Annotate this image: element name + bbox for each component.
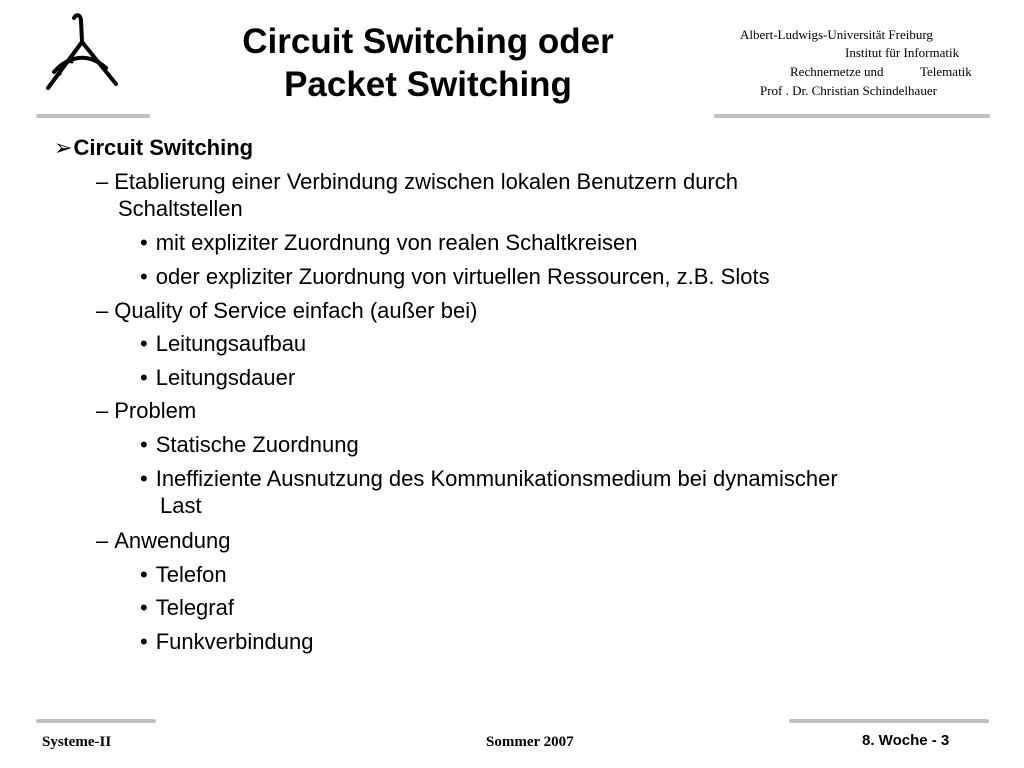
list-item-text: Statische Zuordnung [155,432,359,457]
list-item [96,168,738,195]
footer-semester: Sommer 2007 [486,734,574,750]
list-item-text: Leitungsaufbau [155,331,307,356]
list-item [140,465,838,492]
list-item [140,263,770,290]
list-item [140,431,359,458]
arrow-bullet-icon: ➢ [54,135,73,160]
footer-page-number: 8. Woche - 3 [862,732,950,749]
list-item [96,527,230,554]
dot-bullet: • [140,629,148,654]
dot-bullet: • [140,365,148,390]
institution-institute: Institut für Informatik [845,45,960,60]
section-heading [54,134,253,161]
header-rule-right [714,114,990,118]
institution-department: Rechnernetze und [790,64,884,79]
list-item-text: Quality of Service einfach (außer bei) [114,298,478,323]
list-item [140,330,306,357]
footer-course: Systeme-II [42,734,112,750]
list-item [140,594,234,621]
dot-bullet: • [140,466,148,491]
list-item-text: mit expliziter Zuordnung von realen Schaltkreisen [155,230,638,255]
list-item-text: Problem [114,398,197,423]
list-item-text: Funkverbindung [155,629,314,654]
dot-bullet: • [140,432,148,457]
slide-title [200,20,656,106]
dash-bullet: – [96,298,109,323]
dash-bullet: – [96,169,109,194]
institution-university: Albert-Ludwigs-Universität Freiburg [740,27,933,42]
list-item-text: Leitungsdauer [155,365,296,390]
list-item-text: Telefon [155,562,227,587]
dash-bullet: – [96,398,109,423]
list-item [140,229,638,256]
dot-bullet: • [140,562,148,587]
list-item-continuation: Last [160,493,202,518]
dot-bullet: • [140,595,148,620]
list-item-text: Ineffiziente Ausnutzung des Kommunikationsmedium bei dynamischer [155,466,838,491]
dot-bullet: • [140,331,148,356]
title-line-2: Packet Switching [284,65,572,104]
section-heading-text: Circuit Switching [73,135,254,160]
list-item-text: oder expliziter Zuordnung von virtuellen Ressourcen, z.B. Slots [155,264,770,289]
university-logo-icon [36,12,126,96]
list-item-text: Etablierung einer Verbindung zwischen lokalen Benutzern durch [114,169,738,194]
list-item-text: Anwendung [114,528,231,553]
header-rule-left [36,114,150,118]
dash-bullet: – [96,528,109,553]
list-item [140,628,313,655]
institution-department-2: Telematik [920,64,972,79]
list-item [140,561,227,588]
footer-rule-left [36,719,156,723]
title-line-1: Circuit Switching oder [242,22,614,61]
list-item [140,364,295,391]
list-item [96,297,477,324]
dot-bullet: • [140,230,148,255]
list-item [96,397,196,424]
list-item-continuation: Schaltstellen [118,196,243,221]
footer-rule-right [789,719,989,723]
institution-professor: Prof . Dr. Christian Schindelhauer [760,83,937,98]
list-item-text: Telegraf [155,595,234,620]
dot-bullet: • [140,264,148,289]
